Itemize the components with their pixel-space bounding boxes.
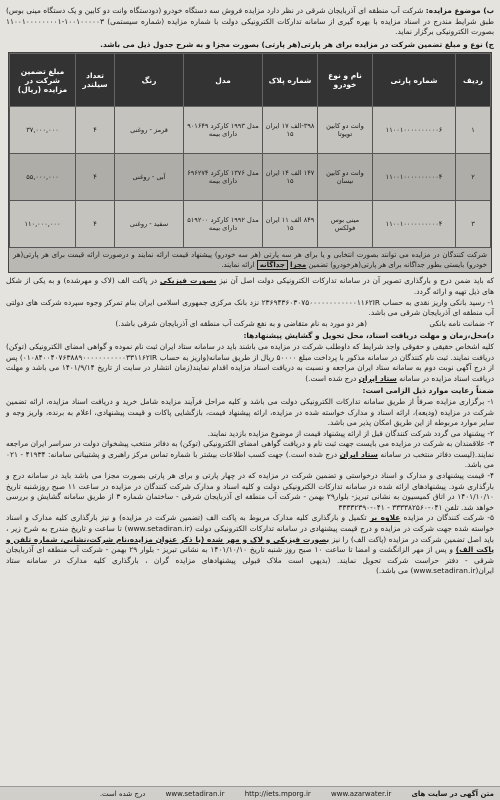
note-3: ۳- علاقمندان به شرکت در مزایده می بایست جهت ثبت نام و دریافت گواهی امضای الکترونیکی (توکن) به دفاتر منتخب پیشخوان دولت در سراسر ایران مراجعه نمایند.(لیست دفاتر منتخب در سامانه ستاد ایران درج شده است.) جهت کسب اطلاعات بیشتر با شماره تماس مرکز راهبری و پشتیبانی سامانه: ۴۱۹۳۴ - ۰۲۱ می باشد. <box>6 439 494 470</box>
col-header-vehicle: نام و نوع خودرو <box>318 54 373 107</box>
cell-model: مدل ۱۳۷۶ کارکرد ۶۹۶۲۷۴ دارای بیمه <box>184 154 263 201</box>
physical-emphasis: بصورت فیزیکی <box>159 276 217 286</box>
cell-guarantee: ۳۷,۰۰۰,۰۰۰ <box>10 107 76 154</box>
col-header-party-no: شماره پارتی <box>373 54 456 107</box>
section-d-heading: د)محل،زمان و مهلت دریافت اسناد، محل تحویل و گشایش پیشنهادها: <box>243 331 494 341</box>
cell-cylinders: ۴ <box>76 107 115 154</box>
cell-party-no: ۱۱۰۰۱۰۰۰۰۰۰۰۰۰۰۴ <box>373 154 456 201</box>
cell-guarantee: ۵۵,۰۰۰,۰۰۰ <box>10 154 76 201</box>
footer-link-azarwater[interactable]: www.azarwater.ir <box>331 790 392 798</box>
cell-cylinders: ۴ <box>76 154 115 201</box>
section-b-text: شرکت آب منطقه ای آذربایجان شرقی در نظر دارد مزایده فروش سه دستگاه خودرو (دودستگاه وانت دو کابین و یک دستگاه مینی بوس) طبق شرایط مندرج در اسناد مزایده با بهره گیری از سامانه تدارکات الکترونیکی دولت با شماره مزایده (شماره سیستمی) ۱۰۰۱۰۰۰۰۰۳-۱۱۰۰۱۰۰۰۰۰۰۰۰۱ بصورت الکترونیکی برگزار نماید. <box>6 6 494 37</box>
section-d-text: کلیه اشخاص حقیقی و حقوقی واجد شرایط که داوطلب شرکت در مزایده می باشند باید در سامانه ستاد ایران ثبت نام نموده و گواهی امضای الکترونیکی (توکن) دریافت نمایند. ثبت نام کنندگان در سامانه مذکور با پرداخت مبلغ ۵۰۰۰۰ ریال از طریق سامانه(واریز به حساب ۰۱۰۸۴۰۰۴۰۷۶۳۸۸۹۰۰۰۰۰۰۰۰۰۰۰۳۳۱۱۶۲IR) پس از درج آگهی نوبت دوم به سامانه ستاد ایران مراجعه و نسبت به دریافت اسناد مزایده اقدام نمایند(زمان انتشار در سایت از تاریخ ۱۴۰۱/۹/۱۴ می باشد و مهلت دریافت اسناد مزایده در سامانه ستاد ایران درج شده است.) <box>6 341 494 383</box>
note-5: ۵- شرکت کنندگان در مزایده علاوه بر تکمیل و بارگذاری کلیه مدارک مربوط به پاکت الف (تضمین شرکت در مزایده) و نیز بارگذاری کلیه مدارک و اسناد خواسته شده جهت شرکت در مزایده و درج قیمت پیشنهادی در سامانه تدارکات الکترونیکی دولت (www.setadiran.ir) تا ساعت و تاریخ مندرج به شرح زیر ، باید اصل تضمین شرکت در مزایده (پاکت الف) را نیز بصورت فیزیکی و لاک و مهر شده (با ذکر عنوان مزایده،نام شرکت،نشانی، شماره تلفن و پاکت الف) و پس از مهر الزانگشت و امضا تا ساعت ۱۰ صبح روز شنبه تاریخ ۱۴۰۱/۱۰/۱۰ به نشانی تبریز - بلوار ۲۹ بهمن - شرکت آب منطقه ای آذربایجان شرقی - دفتر حراست شرکت تحویل نمایند. (بدیهی است ملاک قبولی پیشنهادهای مزایده گران ، بارگذاری کلیه مدارک در سامانه ستاد ایران(www.setadiran.ir) می باشد.) <box>6 513 495 576</box>
jodagane-emphasis: جداگانه <box>257 260 288 270</box>
guarantee-item-1: ۱- رسید بانکی واریز نقدی به حساب ۲۳۶۹۴۳۶۰۳۰۷۵۰۰۰۰۰۰۰۰۰۰۰۰۱۱۶۲IR نزد بانک مرکزی جمهوری اسلامی ایران بنام تمرکز وجوه سپرده شرکت های دولتی آب منطقه ای آذربایجان شرقی می باشد. <box>6 297 494 318</box>
cell-party-no: ۱۱۰۰۱۰۰۰۰۰۰۰۰۰۰۶ <box>373 107 456 154</box>
section-b <box>6 6 494 38</box>
setad-emphasis: ستاد ایران <box>358 373 397 383</box>
footer-label: متن آگهی در سایت های <box>411 790 494 798</box>
cell-vehicle: وانت دو کابین نیسان <box>318 154 373 201</box>
cell-model: مدل ۱۹۹۲ کارکرد ۵۱۹۲۰۰ دارای بیمه <box>184 201 263 248</box>
notes-heading: ضمناً رعایت موارد ذیل الزامی است: <box>362 386 494 396</box>
footer-sites <box>0 786 500 800</box>
cell-guarantee: ۱۱۰,۰۰۰,۰۰۰ <box>10 201 76 248</box>
col-header-cylinders: تعداد سیلندر <box>76 54 115 107</box>
mojza-emphasis: مجزا <box>290 261 307 270</box>
note-2: ۲- پیشنهاد می گردد شرکت کنندگان قبل از ارائه پیشنهاد قیمت از موضوع مزایده بازدید نمایند. <box>207 428 494 438</box>
cell-vehicle: وانت دو کابین تویوتا <box>318 107 373 154</box>
cell-plate: ۳۹۸-الف ۱۷ ایران ۱۵ <box>263 107 318 154</box>
note-4: ۴- قیمت پیشنهادی و مدارک و اسناد درخواستی و تضمین شرکت در مزایده که در چهار پارتی و برای هر پارتی بصورت مجزا می باشد باید در سامانه درج و بارگذاری شود. پیشنهادهای ارائه شده در سامانه تدارکات الکترونیکی دولت و کلیه اسناد و مدارک شرکت کنندگان در مزایده در ساعت ۱۱ صبح روزشنبه تاریخ ۱۴۰۱/۱۰/۱۰ در اتاق کمیسیون به نشانی تبریز- بلوار۲۹ بهمن - شرکت آب منطقه ای آذربایجان شرقی - ساختمان شماره ۳ از طریق سامانه گشایش و بررسی خواهد شد. تلفن ۰۴۱-۳۳۳۳۸۲۵۶۰ - ۰۴۱-۳۳۳۳۲۳۹۰ <box>6 471 495 512</box>
table-header-row <box>10 54 491 107</box>
cell-model: مدل ۱۹۹۳ کارکرد ۹۰۱۶۴۹ دارای بیمه <box>184 107 263 154</box>
cell-party-no: ۱۱۰۰۱۰۰۰۰۰۰۰۰۰۰۴ <box>373 201 456 248</box>
guarantee-paragraph: که باید ضمن درج و بارگذاری تصویر آن در سامانه تدارکات الکترونیکی دولت اصل آن نیز بصورت فیزیکی در پاکت الف (لاک و مهرشده) و به یکی از شکل های ذیل تهیه و ارائه گردد. <box>6 276 494 296</box>
table-row <box>10 154 491 201</box>
auction-table <box>8 52 492 273</box>
col-header-guarantee: مبلغ تضمین شرکت در مزایده (ریال) <box>10 54 76 107</box>
col-header-model: مدل <box>184 54 263 107</box>
guarantee-item-2: ۲- ضمانت نامه بانکی (هر دو مورد به نام متقاضی و به نفع شرکت آب منطقه ای آذربایجان شرقی باشد.) <box>115 318 494 328</box>
cell-row-no: ۱ <box>456 107 491 154</box>
col-header-color: رنگ <box>115 54 184 107</box>
note-1: ۱- برگزاری مزایده صرفاً از طریق سامانه تدارکات الکترونیکی دولت می باشد و کلیه مراحل فرآیند مزایده شامل خرید و دریافت اسناد مزایده، ارائه تضمین شرکت در مزایده (ودیعه)، ارائه اسناد و مدارک خواسته شده در مزایده، ارائه پیشنهاد قیمت، بازگشایی پاکات و قیمت پیشنهادی، اعلام به برنده، واریز وجه و سایر موارد مربوطه از این طریق امکان پذیر می باشد. <box>6 396 494 428</box>
table-footnote: شرکت کنندگان در مزایده می توانند بصورت انتخابی و یا برای هر سه پارتی (هر سه خودرو) پیشنهاد قیمت ارائه نمایند و درصورت ارائه قیمت برای هر پارتی(هر خودرو) بایستی بطور جداگانه برای هر پارتی(هرخودرو) تضمین مجزا جداگانه ارائه نمایند. <box>13 251 487 270</box>
cell-color: قرمز - روغنی <box>115 107 184 154</box>
cell-row-no: ۳ <box>456 201 491 248</box>
cell-vehicle: مینی بوس فولکس <box>318 201 373 248</box>
cell-cylinders: ۴ <box>76 201 115 248</box>
col-header-plate: شماره پلاک <box>263 54 318 107</box>
cell-color: سفید - روغنی <box>115 201 184 248</box>
cell-row-no: ۲ <box>456 154 491 201</box>
cell-plate: ۸۴۹ الف ۱۱ ایران ۱۵ <box>263 201 318 248</box>
table-row <box>10 107 491 154</box>
footer-link-iets[interactable]: http://iets.mporg.ir <box>244 790 311 798</box>
section-c-heading: ج) نوع و مبلغ تضمین شرکت در مزایده برای هر پارتی(هر پارتی) بصورت مجزا و به شرح جدول ذیل می باشد. <box>100 39 494 49</box>
table-row <box>10 201 491 248</box>
cell-color: آبی - روغنی <box>115 154 184 201</box>
footer-link-setadiran[interactable]: www.setadiran.ir <box>165 790 225 798</box>
section-b-heading: ب) موضوع مزایده: <box>425 6 494 15</box>
footer-end: درج شده است. <box>99 790 146 798</box>
col-header-row-no: ردیف <box>456 54 491 107</box>
cell-plate: ۱۴۷ الف ۱۴ ایران ۱۵ <box>263 154 318 201</box>
